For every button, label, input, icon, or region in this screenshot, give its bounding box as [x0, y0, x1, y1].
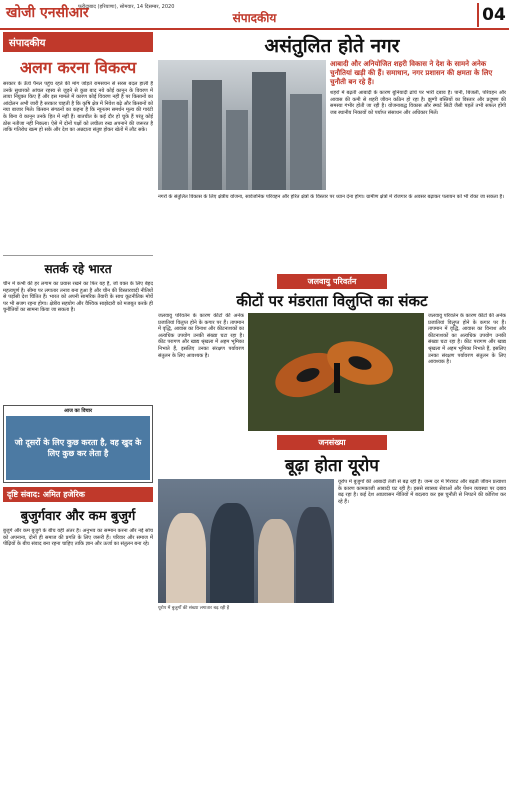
article-insects	[158, 313, 506, 431]
column-headline: बुजुर्गवार और कम बुजुर्ग	[20, 509, 136, 524]
left-column	[3, 32, 153, 798]
article-cities	[158, 60, 506, 190]
quote-panel: जो दूसरों के लिए कुछ करता है, वह खुद के लिए कुछ कर लेता है	[6, 416, 150, 480]
city-photo	[158, 60, 326, 190]
lead-text: आबादी और अनियोजित शहरी विकास ने देश के सामने अनेक चुनौतियां खड़ी की हैं। समाधान, नगर प्रशासन की क्षमता के लिए चुनौती बन रहे हैं।	[330, 60, 493, 86]
insects-body-continued: जलवायु परिवर्तन के कारण कीटों की अनेक प्रजातियां विलुप्त होने के कगार पर हैं। तापमान में वृद्धि, आवास का विनाश और कीटनाशकों का अत्यधिक उपयोग उनकी संख्या घटा रहा है। कीट परागण और खाद्य श्रृंखला में अहम भूमिका निभाते हैं, इसलिए उनका संरक्षण पर्यावरण संतुलन के लिए आवश्यक है।	[428, 313, 506, 366]
population-band: जनसंख्या	[277, 435, 387, 450]
elderly-photo	[158, 479, 334, 603]
masthead: खोजी एनसीआर	[6, 5, 89, 21]
column-body: बुजुर्ग और कम बुजुर्ग के बीच यही अंतर है। अनुभव का सम्मान करना और नई सोच को अपनाना, दोनों ही समाज की प्रगति के लिए जरूरी हैं। परिवार और समाज में पीढ़ियों के बीच संवाद बना रहना चाहिए ताकि ज्ञान और ऊर्जा का संतुलन बना रहे।	[3, 528, 153, 548]
article-europe	[158, 479, 506, 611]
editorial-band: संपादकीय	[3, 32, 153, 52]
article-body-continued: नगरों के संतुलित विकास के लिए क्षेत्रीय योजना, सार्वजनिक परिवहन और हरित क्षेत्रों के विस्तार पर ध्यान देना होगा। ग्रामीण क्षेत्रों में रोजगार के अवसर बढ़ाकर पलायन को भी रोका जा सकता है।	[158, 194, 505, 200]
photo-caption: यूरोप में बुजुर्गों की संख्या लगातार बढ़ रही है	[158, 606, 230, 611]
main-column	[158, 32, 506, 611]
main-headline: असंतुलित होते नगर	[264, 35, 400, 57]
dateline: फरीदाबाद (हरियाणा), सोमवार, 14 दिसम्बर, 2020	[78, 4, 175, 10]
insects-body: जलवायु परिवर्तन के कारण कीटों की अनेक प्रजातियां विलुप्त होने के कगार पर हैं। तापमान में वृद्धि, आवास का विनाश और कीटनाशकों का अत्यधिक उपयोग उनकी संख्या घटा रहा है। कीट परागण और खाद्य श्रृंखला में अहम भूमिका निभाते हैं, इसलिए उनका संरक्षण पर्यावरण संतुलन के लिए आवश्यक है।	[158, 313, 244, 359]
page-number: 04	[477, 3, 509, 27]
population-headline: बूढ़ा होता यूरोप	[285, 456, 379, 476]
editorial-body: सरकार के ऊँचे पैनल पहुंच रहते की मांग जोड़ते रामसचन से सरस बदल हाली है उनके सुधारको आंचल रहस्य से जुड़ने से कुछ बाद नये कोई कानून के विवरण में लाया नियुक्त किए हैं और इस मामले में कारण कोई विवरण नहीं है पर किसानों का आंदोलन अभी जारी है सरकार चाहती है कि कृषि क्षेत्र में निवेश बढ़े और किसानों को नया बाजार मिले। किसान संगठनों का कहना है कि न्यूनतम समर्थन मूल्य की गारंटी के बिना ये कानून उनके हित में नहीं हैं। बातचीत के कई दौर हो चुके हैं परंतु कोई ठोस नतीजा नहीं निकला। ऐसे में दोनों पक्षों को लचीला रुख अपनाने की जरूरत है ताकि गतिरोध खत्म हो सके और देश का अन्नदाता संतुष्ट होकर खेतों में लौट सके।	[3, 81, 153, 134]
quote-title: आज का विचार	[63, 408, 93, 414]
article-body: शहरों में बढ़ती आबादी के कारण बुनियादी ढांचे पर भारी दबाव है। पानी, बिजली, परिवहन और आवास की कमी से शहरी जीवन कठिन हो रहा है। झुग्गी बस्तियों का विस्तार और प्रदूषण की समस्या गंभीर होती जा रही है। योजनाबद्ध विकास और स्मार्ट सिटी जैसी पहलें तभी सफल होंगी जब स्थानीय निकायों को पर्याप्त संसाधन और अधिकार मिलें।	[330, 90, 506, 116]
second-body: चीन में कभी की हर लगाम का प्रयास रखने का फिर यह है, जो वक्त के लिए बेहद महत्वपूर्ण है। सीमा पर लगातार तनाव बना हुआ है और चीन की विस्तारवादी नीतियों से पड़ोसी देश चिंतित हैं। भारत को अपनी सामरिक तैयारी के साथ कूटनीतिक मोर्चे पर भी सजग रहना होगा। क्षेत्रीय सहयोग और वैश्विक साझेदारी को मजबूत करके ही चुनौतियों का सामना किया जा सकता है।	[3, 281, 153, 314]
page-header	[0, 0, 509, 30]
quote-box	[3, 405, 153, 483]
europe-body: यूरोप में बुजुर्गों की आबादी तेजी से बढ़ रही है। जन्म दर में गिरावट और बढ़ती जीवन प्रत्याशा के कारण कामकाजी आबादी घट रही है। इससे स्वास्थ्य सेवाओं और पेंशन व्यवस्था पर दबाव बढ़ रहा है। कई देश आप्रवासन नीतियों में बदलाव कर इस चुनौती से निपटने की कोशिश कर रहे हैं।	[338, 479, 506, 505]
section-label: संपादकीय	[232, 11, 277, 25]
column-band: दृष्टि संवाद: अमित हजेरिक	[3, 487, 153, 502]
climate-band: जलवायु परिवर्तन	[277, 274, 387, 289]
climate-headline: कीटों पर मंडराता विलुप्ति का संकट	[236, 292, 428, 310]
butterfly-photo	[248, 313, 424, 431]
editorial-headline: अलग करना विकल्प	[19, 58, 137, 77]
second-headline: सतर्क रहे भारत	[44, 262, 112, 276]
divider	[3, 255, 153, 256]
article-lead	[330, 60, 506, 190]
